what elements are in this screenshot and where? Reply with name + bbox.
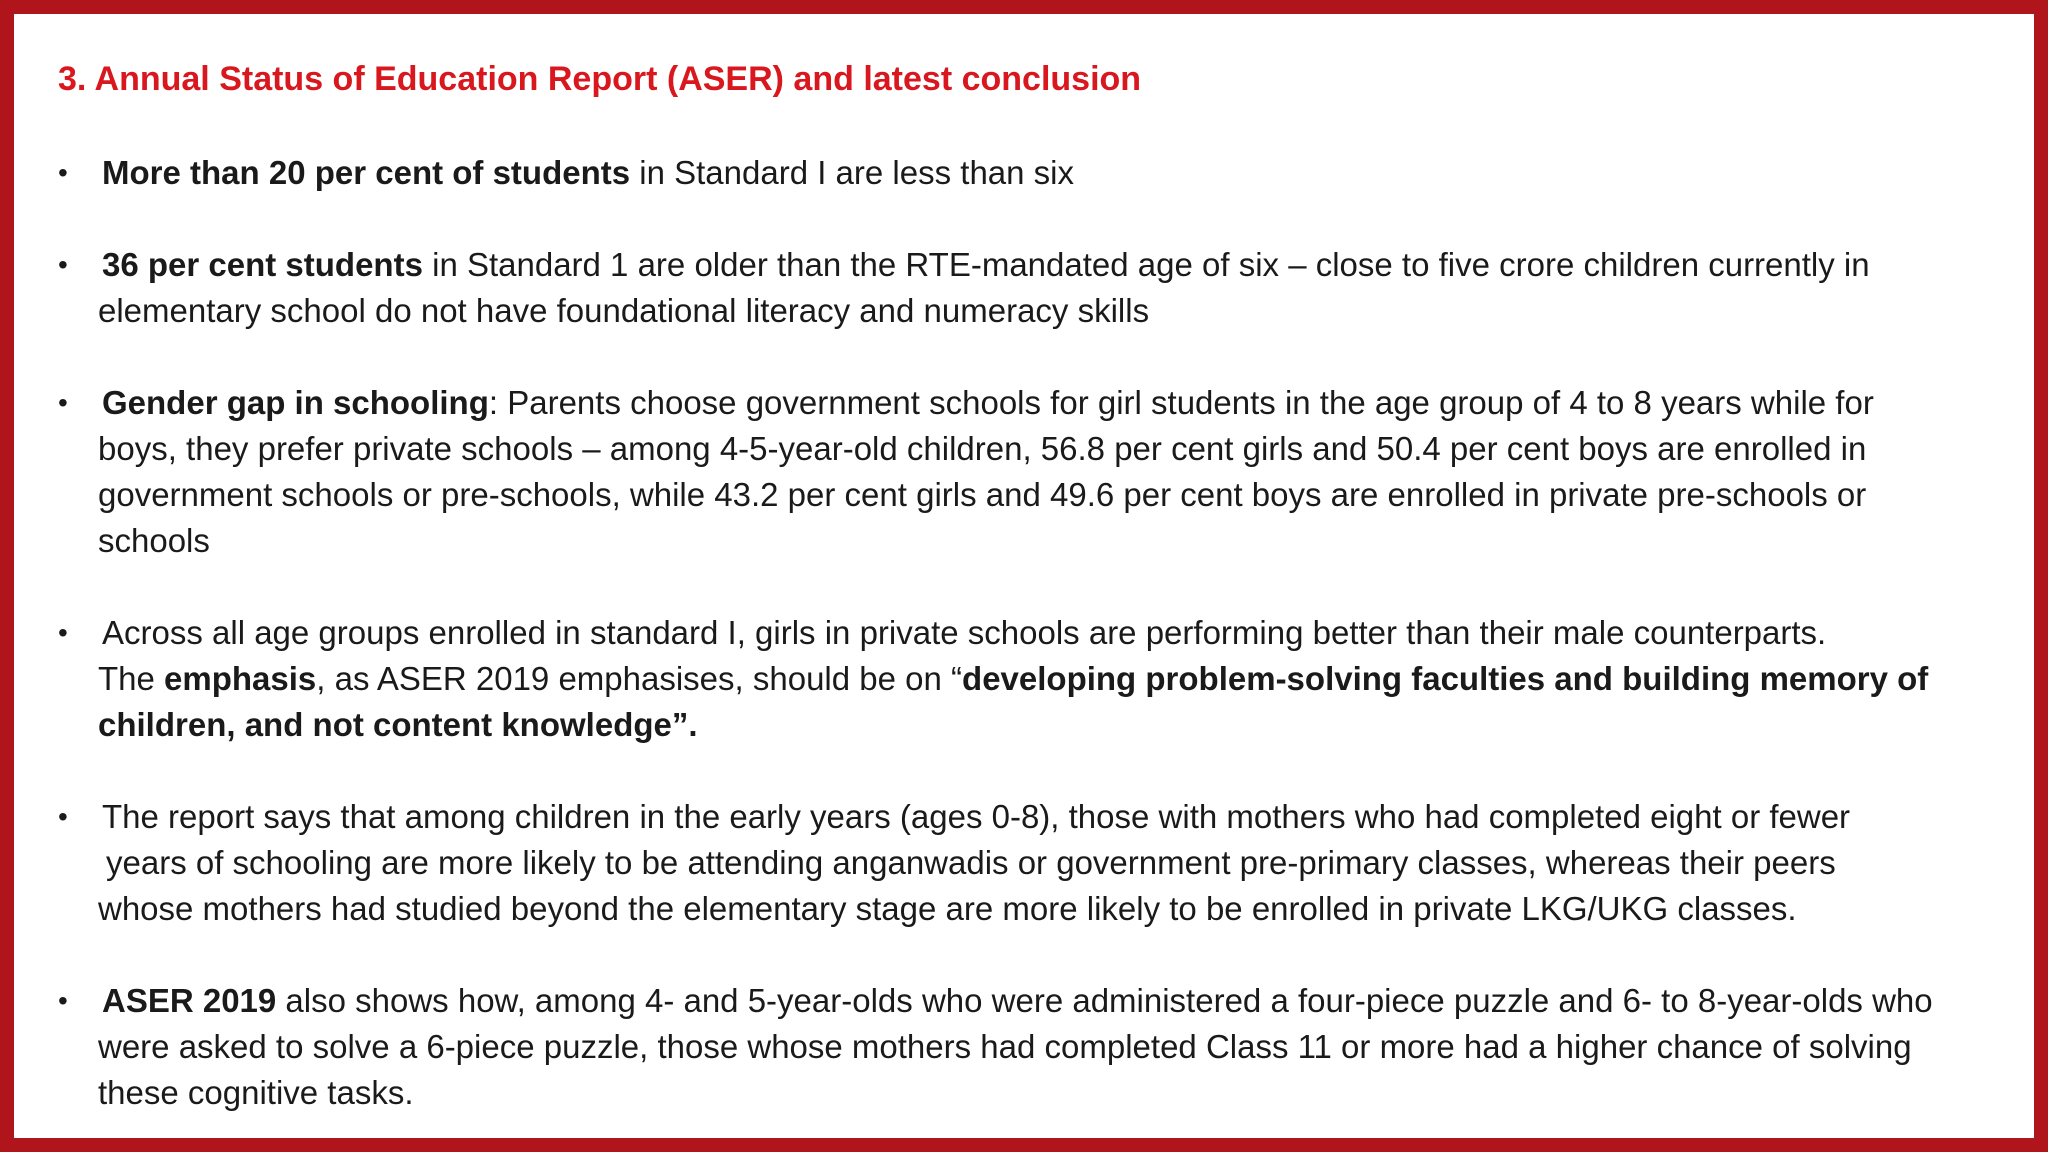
bullet-line [98, 656, 2040, 702]
bullet-emphasis: developing problem-solving faculties and building memory of [962, 660, 1929, 697]
slide-title: 3. Annual Status of Education Report (ASER) and latest conclusion [58, 60, 1142, 98]
bullet-item-3 [50, 380, 2040, 564]
bullet-emphasis: emphasis [164, 660, 317, 697]
bullet-line: elementary school do not have foundational literacy and numeracy skills [98, 292, 1150, 329]
bullet-item-4 [50, 610, 2040, 748]
bullet-line: Across all age groups enrolled in standard I, girls in private schools are performing better than their male counterparts. [102, 614, 1827, 651]
bullet-item-6 [50, 978, 2040, 1116]
bullet-dot-icon: • [58, 985, 68, 1016]
bullet-text: in Standard 1 are older than the RTE-mandated age of six – close to five crore children currently in [422, 246, 1870, 283]
bullet-dot-icon: • [58, 249, 68, 280]
bullet-line: government schools or pre-schools, while 43.2 per cent girls and 49.6 per cent boys are enrolled in private pre-schools or [98, 476, 1867, 513]
bullet-emphasis: ASER 2019 [102, 982, 277, 1019]
bullet-item-5 [50, 794, 2040, 932]
bullet-line [102, 150, 2040, 196]
bullet-line [98, 702, 2040, 748]
bullet-line: were asked to solve a 6-piece puzzle, those whose mothers had completed Class 11 or more had a higher chance of solving [98, 1028, 1912, 1065]
bullet-line: these cognitive tasks. [98, 1074, 414, 1111]
bullet-text: in Standard I are less than six [630, 154, 1074, 191]
bullet-emphasis: children, and not content knowledge”. [98, 706, 698, 743]
bullet-line [102, 978, 2040, 1024]
bullet-emphasis: Gender gap in schooling [102, 384, 489, 421]
bullet-emphasis: 36 per cent students [102, 246, 423, 283]
bullet-line: whose mothers had studied beyond the elementary stage are more likely to be enrolled in private LKG/UKG classes. [98, 890, 1797, 927]
bullet-text: : Parents choose government schools for girl students in the age group of 4 to 8 years while for [488, 384, 1874, 421]
bullet-dot-icon: • [58, 617, 68, 648]
bullet-dot-icon: • [58, 157, 68, 188]
bullet-text: also shows how, among 4- and 5-year-olds who were administered a four-piece puzzle and 6- to 8-year-olds who [276, 982, 1933, 1019]
bullet-list [50, 150, 2040, 1162]
bullet-line: boys, they prefer private schools – among 4-5-year-old children, 56.8 per cent girls and 50.4 per cent boys are enrolled in [98, 430, 1867, 467]
bullet-dot-icon: • [58, 801, 68, 832]
bullet-emphasis: More than 20 per cent of students [102, 154, 631, 191]
bullet-dot-icon: • [58, 387, 68, 418]
bullet-line [102, 242, 2040, 288]
bullet-line [102, 380, 2040, 426]
bullet-item-1 [50, 150, 2040, 196]
bullet-line: The report says that among children in the early years (ages 0-8), those with mothers who had completed eight or fewer [102, 798, 1851, 835]
bullet-item-2 [50, 242, 2040, 334]
bullet-line: schools [98, 522, 210, 559]
bullet-line: years of schooling are more likely to be attending anganwadis or government pre-primary classes, whereas their peers [106, 844, 1836, 881]
bullet-text: The [98, 660, 165, 697]
bullet-text: , as ASER 2019 emphasises, should be on “ [316, 660, 963, 697]
